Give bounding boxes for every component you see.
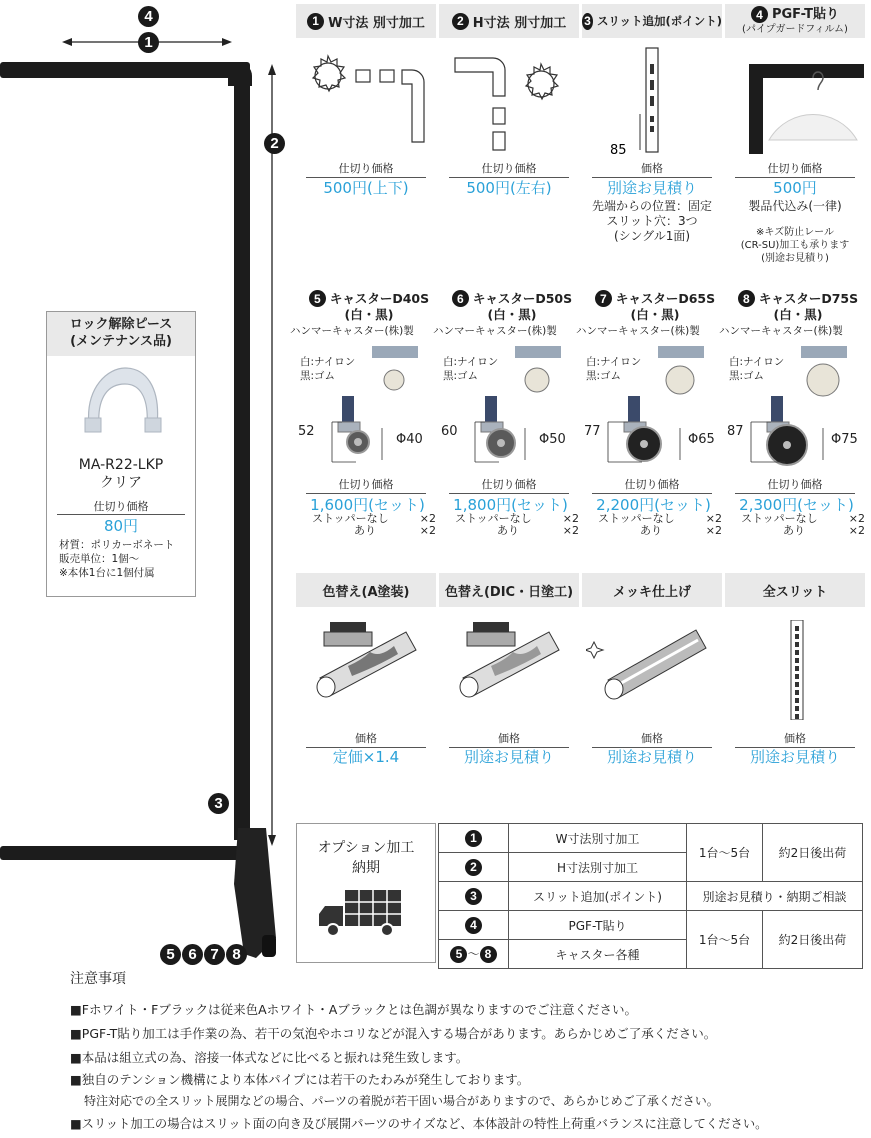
option-4-small-note-2: (CR-SU)加工も承ります [740,240,850,251]
option-1-title: W寸法 別寸加工 [328,15,425,31]
option-4-illustration [729,44,864,154]
lead-row-5-circle-a: 5 [450,946,467,963]
lead-row-5-num [439,940,509,969]
caster-x2-a: ×2 [848,512,865,525]
lead-row-5-name: キャスター各種 [509,940,687,969]
finish-title: 色替え(A塗装) [322,584,410,600]
caster-illustration [439,340,585,470]
finish-price: 定価×1.4 [332,748,400,766]
caster-diameter: Φ40 [396,432,423,447]
option-3-illustration [586,44,721,156]
note-line-4: ■独自のテンション機構により本体パイプには若干のたわみが発生しております。 [70,1072,530,1087]
option-4-small-notes [725,226,865,265]
caster-stopper [312,513,436,537]
caster-material-black: 黒:ゴム [300,370,336,382]
lead-row-2-circle: 2 [465,859,482,876]
lead-row-2-num [439,853,509,882]
marker-7: 7 [204,944,225,965]
option-3-dim: 85 [610,143,627,156]
lock-piece-header [47,312,195,356]
lead-qty-a: 1台～5台 [687,824,763,882]
caster-stopper-none: ストッパーなし [312,512,389,525]
caster-stopper [741,513,865,537]
note-line-2: ■PGF-T貼り加工は手作業の為、若干の気泡やホコリなどが混入する場合があります。あらかじめご了承ください。 [70,1026,717,1041]
caster-price: 1,600円(セット) [310,496,425,514]
caster-header [725,290,871,322]
option-1-price-label: 仕切り価格 [306,160,426,178]
caster-maker: ハンマーキャスター(株)製 [433,325,557,337]
finish-illustration [586,620,721,720]
truck-icon [297,878,437,948]
caster-height: 87 [727,424,744,439]
option-2-title: H寸法 別寸加工 [472,15,567,31]
marker-2: 2 [264,133,285,154]
option-4-header [725,4,865,38]
caster-material-white: 白:ナイロン [729,356,785,368]
lock-piece-model: MA-R22-LKP [78,457,164,473]
option-2-num: 2 [452,13,469,30]
caster-markers [160,944,247,965]
lead-estimate: 別途お見積り・納期ご相談 [687,882,863,911]
lock-piece-price: 80円 [103,517,139,535]
option-2-price: 500円(左右) [466,179,552,197]
option-1-header [296,4,436,38]
option-2-illustration [443,44,578,154]
option-3-note-single: (シングル1面) [613,229,691,243]
lock-piece-subtitle: (メンテナンス品) [70,334,172,349]
caster-title: キャスターD40S [329,291,430,306]
lock-piece-material: 材質：ポリカーボネート [59,539,175,551]
caster-diameter: Φ65 [688,432,715,447]
lead-row-3-num [439,882,509,911]
option-1-num: 1 [307,13,324,30]
finish-title: 色替え(DIC・日塗工) [444,584,574,600]
lead-row-1-circle: 1 [465,830,482,847]
caster-stopper-yes: あり [783,524,805,537]
lead-row-1-name: W寸法別寸加工 [509,824,687,853]
lead-time-title-line2: 納期 [352,860,380,876]
finish-price-label: 価格 [735,730,855,748]
lead-row-2-name: H寸法別寸加工 [509,853,687,882]
lead-row-5-sep: ～ [467,947,480,962]
caster-num: 5 [309,290,326,307]
caster-header [296,290,442,322]
finish-header [296,573,436,607]
option-4-small-note-3: (別途お見積り) [761,253,829,264]
lead-time-title [297,838,435,878]
caster-x2-a: ×2 [419,512,436,525]
option-3-num: 3 [582,13,593,30]
lock-piece-box [46,311,196,597]
caster-num: 8 [738,290,755,307]
note-line-6: ■スリット加工の場合はスリット面の向き及び展開パーツのサイズなど、本体設計の特性上荷重バランスに注意してください。 [70,1117,768,1131]
lead-row-3-name: スリット追加(ポイント) [509,882,687,911]
caster-illustration [582,340,728,470]
lock-piece-title: ロック解除ピース [69,317,173,332]
lead-ship-b: 約2日後出荷 [763,911,863,969]
caster-x2-a: ×2 [562,512,579,525]
lead-time-table [438,823,863,969]
option-4-subtitle: (パイプガードフィルム) [742,24,848,35]
caster-title: キャスターD65S [615,291,716,306]
caster-material-white: 白:ナイロン [300,356,356,368]
caster-maker: ハンマーキャスター(株)製 [719,325,843,337]
caster-price: 1,800円(セット) [453,496,568,514]
finish-header [582,573,722,607]
finish-price-label: 価格 [449,730,569,748]
finish-header [439,573,579,607]
lock-piece-specs [47,538,195,580]
finish-price-label: 価格 [306,730,426,748]
option-2-price-label: 仕切り価格 [449,160,569,178]
finish-price: 別途お見積り [606,748,697,766]
caster-illustration [296,340,442,470]
finish-header [725,573,865,607]
marker-1: 1 [138,32,159,53]
note-line-1: ■Fホワイト・Fブラックは従来色Aホワイト・Aブラックとは色調が異なりますのでご注意ください。 [70,1002,638,1017]
note-line-5: 特注対応での全スリット展開などの場合、パーツの着脱が若干固い場合がありますので、あらかじめご了承ください。 [84,1094,719,1108]
marker-8: 8 [226,944,247,965]
finish-illustration [300,620,435,720]
finish-price-label: 価格 [592,730,712,748]
caster-height: 60 [441,424,458,439]
caster-colors: (白・黒) [630,307,680,322]
option-4-note: 製品代込み(一律) [748,199,842,213]
caster-price-label: 仕切り価格 [449,476,569,494]
caster-colors: (白・黒) [773,307,823,322]
lead-row-1-num [439,824,509,853]
option-3-price: 別途お見積り [606,179,697,197]
caster-height: 77 [584,424,601,439]
lead-time-box [296,823,436,963]
caster-stopper-none: ストッパーなし [598,512,675,525]
caster-material-black: 黒:ゴム [729,370,765,382]
caster-material-black: 黒:ゴム [443,370,479,382]
caster-x2-b: ×2 [848,524,865,537]
finish-title: メッキ仕上げ [612,584,691,600]
option-3-price-label: 価格 [592,160,712,178]
caster-maker: ハンマーキャスター(株)製 [290,325,414,337]
notes-heading: 注意事項 [70,971,126,987]
note-line-3: ■本品は組立式の為、溶接一体式などに比べると振れは発生致します。 [70,1050,469,1065]
caster-x2-b: ×2 [562,524,579,537]
caster-stopper-none: ストッパーなし [455,512,532,525]
finish-title: 全スリット [762,584,828,600]
option-3-title: スリット追加(ポイント) [596,14,722,28]
caster-stopper-none: ストッパーなし [741,512,818,525]
caster-colors: (白・黒) [344,307,394,322]
caster-header [582,290,728,322]
option-3-header [582,4,722,38]
option-4-title: PGF-T貼り [771,7,840,22]
caster-stopper-yes: あり [640,524,662,537]
caster-diameter: Φ50 [539,432,566,447]
caster-stopper [598,513,722,537]
caster-num: 6 [452,290,469,307]
caster-maker: ハンマーキャスター(株)製 [576,325,700,337]
option-1-illustration [300,44,435,154]
caster-x2-b: ×2 [419,524,436,537]
lock-piece-price-label: 仕切り価格 [57,498,185,515]
finish-illustration [729,620,864,720]
lead-ship-a: 約2日後出荷 [763,824,863,882]
caster-title: キャスターD75S [758,291,859,306]
caster-material-white: 白:ナイロン [586,356,642,368]
caster-stopper-yes: あり [497,524,519,537]
marker-3: 3 [208,793,229,814]
caster-material-black: 黒:ゴム [586,370,622,382]
lead-time-title-line1: オプション加工 [317,840,415,856]
marker-6: 6 [182,944,203,965]
caster-material-white: 白:ナイロン [443,356,499,368]
lock-piece-included: ※本体1台に1個付属 [59,567,155,579]
option-4-num: 4 [751,6,768,23]
caster-stopper-yes: あり [354,524,376,537]
lock-piece-color: クリア [100,475,142,491]
option-3-notes [582,199,722,244]
caster-title: キャスターD50S [472,291,573,306]
caster-price-label: 仕切り価格 [592,476,712,494]
finish-price: 別途お見積り [749,748,840,766]
lock-piece-image [47,356,197,446]
option-4-small-note-1: ※キズ防止レール [756,227,834,238]
lead-row-4-name: PGF-T貼り [509,911,687,940]
lock-piece-unit: 販売単位：1個～ [59,553,140,565]
caster-price: 2,300円(セット) [739,496,854,514]
option-2-header [439,4,579,38]
finish-illustration [443,620,578,720]
lead-row-3-circle: 3 [465,888,482,905]
lead-row-5-circle-b: 8 [480,946,497,963]
caster-price-label: 仕切り価格 [735,476,855,494]
option-3-note-holes: スリット穴：3つ [606,214,698,228]
marker-4: 4 [138,6,159,27]
caster-price-label: 仕切り価格 [306,476,426,494]
option-4-price-label: 仕切り価格 [735,160,855,178]
option-1-price: 500円(上下) [323,179,409,197]
caster-header [439,290,585,322]
caster-x2-b: ×2 [705,524,722,537]
marker-5: 5 [160,944,181,965]
caster-stopper [455,513,579,537]
lead-qty-b: 1台～5台 [687,911,763,969]
caster-colors: (白・黒) [487,307,537,322]
lead-row-4-num [439,911,509,940]
caster-x2-a: ×2 [705,512,722,525]
caster-num: 7 [595,290,612,307]
caster-height: 52 [298,424,315,439]
option-4-price: 500円 [773,179,817,197]
option-3-note-position: 先端からの位置：固定 [591,199,712,213]
finish-price: 別途お見積り [463,748,554,766]
caster-illustration [725,340,871,470]
lead-row-4-circle: 4 [465,917,482,934]
caster-diameter: Φ75 [831,432,858,447]
caster-price: 2,200円(セット) [596,496,711,514]
